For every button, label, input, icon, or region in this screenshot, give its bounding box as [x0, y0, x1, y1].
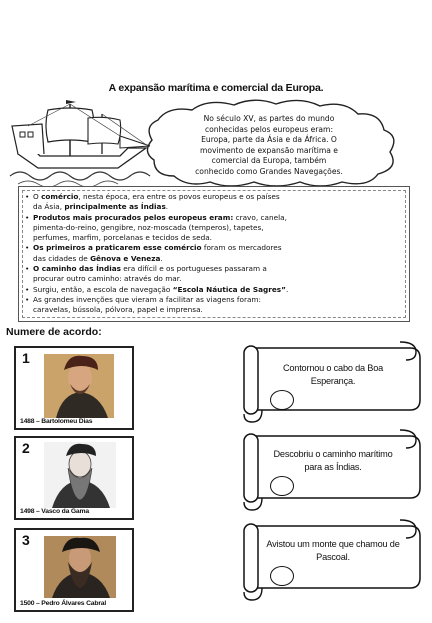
scroll-text: Avistou um monte que chamou de Pascoal.	[266, 539, 400, 562]
portrait-caption: 1500 – Pedro Álvares Cabral	[20, 600, 107, 607]
portrait-number: 2	[22, 440, 30, 456]
fact-text: .	[160, 253, 163, 263]
answer-circle[interactable]	[270, 390, 294, 410]
waves	[10, 172, 150, 180]
fact-line	[33, 223, 403, 233]
scroll-statement-2	[240, 426, 424, 516]
page-title: A expansão marítima e comercial da Europa.	[108, 82, 324, 94]
intro-line: movimento de expansão marítima e	[200, 145, 338, 155]
fact-text: foram os mercadores	[201, 243, 282, 253]
fact-text-bold: principalmente as Índias	[64, 202, 166, 212]
fact-text-bold: O caminho das Índias	[33, 264, 121, 274]
scroll-text: Descobriu o caminho marítimo para as Índias.	[273, 449, 393, 472]
fact-text: Surgiu, então, a escola de navegação	[33, 284, 173, 294]
fact-item	[25, 192, 403, 213]
fact-text-bold: “Escola Náutica de Sagres”	[172, 284, 286, 294]
intro-line: No século XV, as partes do mundo	[203, 114, 335, 123]
facts-box	[18, 186, 410, 322]
intro-line: conhecido como Grandes Navegações.	[195, 166, 343, 176]
portrait-card-1	[14, 346, 134, 430]
fact-line	[33, 202, 403, 212]
intro-paragraph	[158, 114, 380, 178]
answer-circle[interactable]	[270, 476, 294, 496]
portrait-number: 1	[22, 350, 30, 366]
fact-text-bold: Produtos mais procurados pelos europeus eram:	[33, 212, 234, 222]
fact-item	[25, 213, 403, 244]
fact-text: era difícil e os portugueses passaram a	[120, 264, 267, 274]
fact-text-bold: Os primeiros a praticarem esse comércio	[33, 243, 202, 253]
fact-item	[25, 243, 403, 264]
fact-text: .	[165, 202, 169, 212]
scroll-text: Contornou o cabo da Boa Esperança.	[282, 363, 384, 386]
fact-line	[33, 274, 403, 284]
portrait-card-3	[14, 528, 134, 612]
fact-item	[25, 264, 403, 285]
portrait-bartolomeu-dias	[16, 348, 132, 428]
portrait-caption: 1488 – Bartolomeu Dias	[20, 418, 93, 425]
fact-text-bold: comércio	[41, 192, 79, 201]
scroll-statement-1	[240, 338, 424, 428]
fact-text: da Ásia,	[33, 202, 65, 212]
portrait-caption: 1498 – Vasco da Gama	[20, 508, 89, 515]
portrait-pedro-alvares-cabral	[16, 530, 132, 610]
exercise-instruction: Numere de acordo:	[6, 326, 102, 338]
fact-item	[25, 295, 403, 316]
facts-list	[25, 192, 403, 316]
fact-text: caravelas, bússola, pólvora, papel e imprensa.	[33, 305, 203, 315]
intro-line: comercial da Europa, também	[211, 156, 327, 166]
fact-text: .	[285, 284, 289, 294]
fact-line	[33, 192, 403, 202]
portrait-vasco-da-gama	[16, 438, 132, 518]
fact-text: cravo, canela,	[233, 212, 287, 222]
fact-line	[33, 233, 403, 243]
portrait-number: 3	[22, 532, 30, 548]
fact-item	[25, 285, 403, 295]
fact-line	[33, 264, 403, 274]
fact-text: das cidades de	[33, 253, 91, 263]
fact-text: As grandes invenções que vieram a facilitar as viagens foram:	[33, 294, 261, 304]
answer-circle[interactable]	[270, 566, 294, 586]
fact-line	[33, 213, 403, 223]
fact-line	[33, 295, 403, 305]
intro-line: Europa, parte da Ásia e da África. O	[201, 135, 337, 145]
fact-text: procurar outro caminho: através do mar.	[33, 274, 182, 284]
fact-line	[33, 305, 403, 315]
fact-text: pimenta-do-reino, gengibre, noz-moscada (temperos), tapetes,	[33, 222, 264, 232]
fact-text: , nesta época, era entre os povos europeus e os países	[78, 192, 280, 201]
fact-text-bold: Gênova e Veneza	[90, 253, 161, 263]
fact-line	[33, 285, 403, 295]
fact-line	[33, 254, 403, 264]
portrait-card-2	[14, 436, 134, 520]
scroll-statement-3	[240, 516, 424, 606]
fact-text: O	[33, 192, 42, 201]
intro-line: conhecidas pelos europeus eram:	[204, 124, 334, 134]
fact-line	[33, 243, 403, 253]
fact-text: perfumes, marfim, porcelanas e tecidos de seda.	[33, 233, 212, 243]
